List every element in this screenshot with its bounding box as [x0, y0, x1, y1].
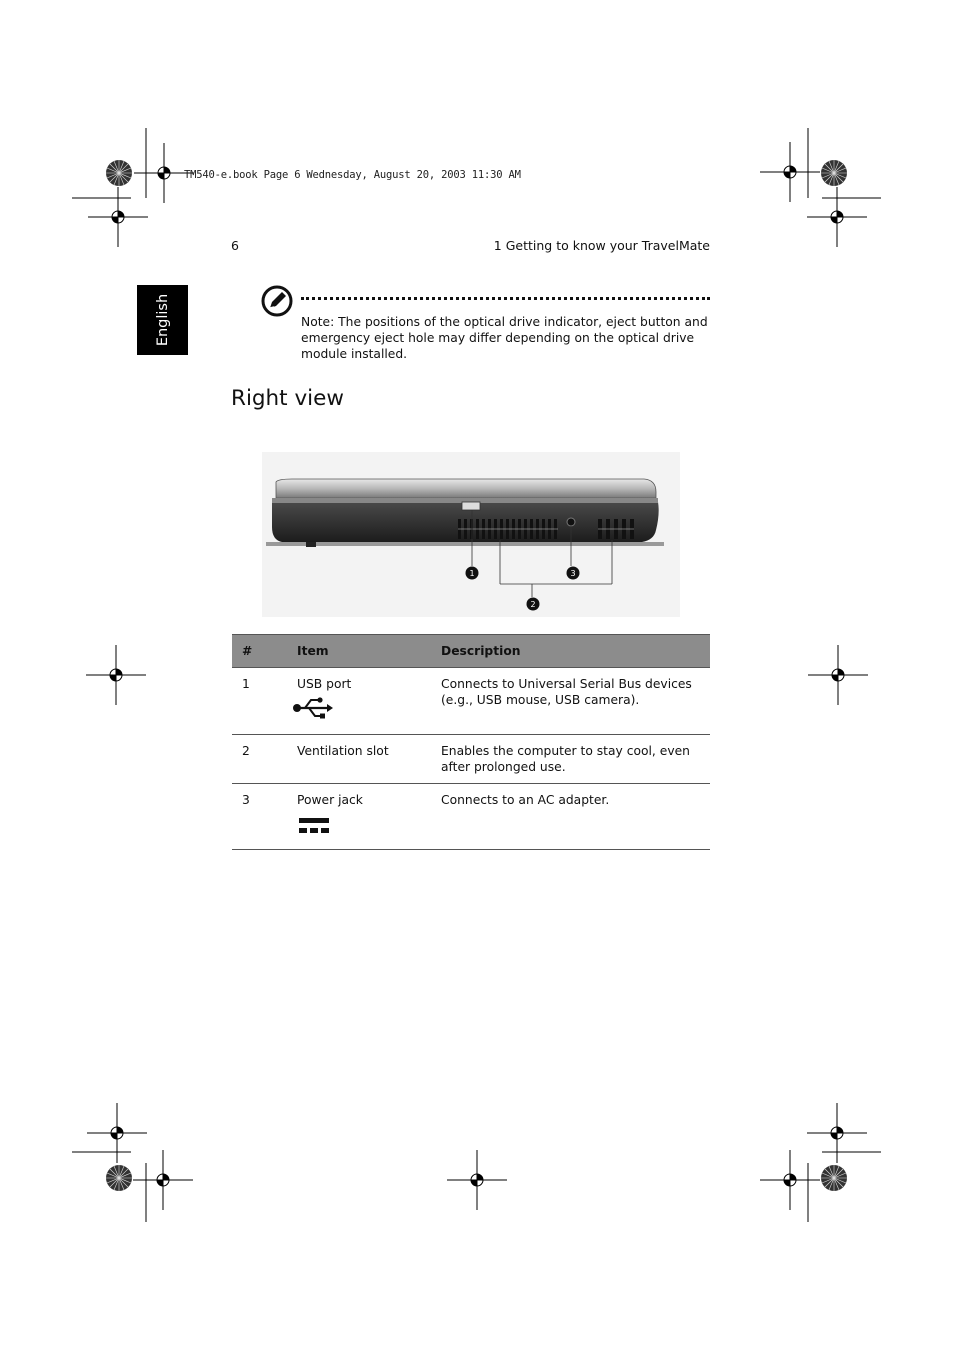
- row-item-label: USB port: [297, 677, 352, 691]
- language-tab: [137, 285, 188, 355]
- row-number: 3: [232, 784, 287, 850]
- usb-icon: [291, 695, 335, 721]
- row-item-label: Ventilation slot: [287, 735, 431, 784]
- callout-2: 2: [530, 600, 536, 609]
- table-row: [232, 668, 710, 735]
- print-header: TM540-e.book Page 6 Wednesday, August 20, 2003 11:30 AM: [184, 169, 521, 181]
- header-description: Description: [431, 635, 710, 668]
- ports-table: [232, 634, 710, 850]
- note-text: Note: The positions of the optical drive indicator, eject button and emergency eject hole may differ depending on the optical drive module installed.: [301, 315, 708, 361]
- note-icon: [261, 285, 293, 317]
- chapter-title: 1 Getting to know your TravelMate: [493, 238, 710, 253]
- table-row: [232, 735, 710, 784]
- row-description: Connects to Universal Serial Bus devices (e.g., USB mouse, USB camera).: [431, 668, 710, 735]
- language-tab-label: English: [154, 293, 171, 347]
- header-item: Item: [287, 635, 431, 668]
- row-number: 1: [232, 668, 287, 735]
- table-row: [232, 784, 710, 850]
- row-item: [287, 784, 431, 850]
- row-description: Enables the computer to stay cool, even after prolonged use.: [431, 735, 710, 784]
- row-item: [287, 668, 431, 735]
- dc-power-icon: [297, 816, 331, 838]
- note-divider: [301, 297, 710, 300]
- header-number: #: [232, 635, 287, 668]
- row-number: 2: [232, 735, 287, 784]
- row-item-label: Power jack: [297, 793, 363, 807]
- row-description: Connects to an AC adapter.: [431, 784, 710, 850]
- section-title: Right view: [231, 386, 344, 411]
- table-header-row: [232, 635, 710, 668]
- page-number: 6: [231, 238, 239, 253]
- callout-3: 3: [570, 569, 576, 578]
- callout-1: 1: [469, 569, 475, 578]
- laptop-right-view-figure: [262, 452, 680, 617]
